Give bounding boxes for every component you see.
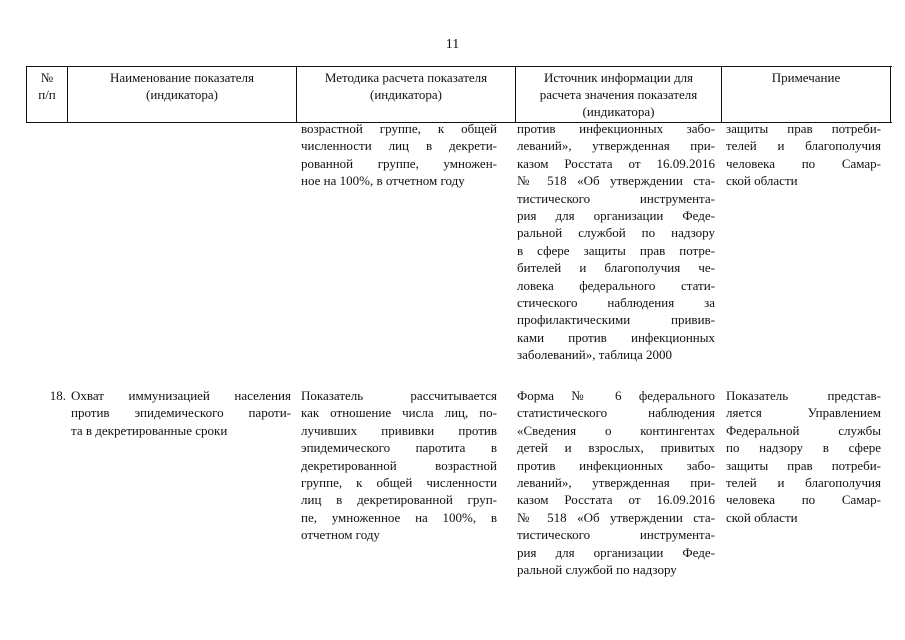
header-line: (индикатора): [146, 87, 218, 102]
header-line: (индикатора): [370, 87, 442, 102]
continued-source-cell: [517, 120, 715, 364]
text-line: ральной службой по надзору: [517, 225, 715, 241]
indicator-name-cell: [71, 387, 291, 439]
text-line: против эпидемического пароти-: [71, 405, 291, 421]
text-line: Показатель представ-: [726, 388, 881, 403]
text-line: возрастной группе, к общей: [301, 121, 497, 136]
text-line: рия для организации Федe-: [517, 208, 715, 224]
header-line: Наименование показателя: [109, 70, 255, 85]
text-line: против инфекционных забо-: [517, 121, 715, 136]
continued-note-cell: [726, 120, 881, 190]
source-cell: [517, 387, 715, 578]
text-line: № 518 «Об утверждении ста-: [517, 509, 715, 525]
text-line: пе, умноженное на 100%, в: [301, 509, 497, 525]
header-line: расчета значения показателя: [539, 87, 698, 102]
row-number: 18.: [49, 388, 66, 403]
text-line: численности лиц в декрети-: [301, 138, 497, 154]
table-header: [26, 66, 892, 123]
text-line: как отношение числа лиц, по-: [301, 405, 497, 421]
text-line: леваний», утвержденная при-: [517, 475, 715, 491]
text-line: Федеральной службы: [726, 422, 881, 438]
text-line: стического наблюдения за: [517, 295, 715, 311]
text-line: тистического инструмента-: [517, 527, 715, 543]
text-line: Охват иммунизацией населения: [71, 388, 291, 403]
text-line: против инфекционных забо-: [517, 457, 715, 473]
text-line: рия для организации Федe-: [517, 544, 715, 560]
text-line: лиц в декретированной груп-: [301, 492, 497, 508]
text-line: детей и взрослых, привитых: [517, 440, 715, 456]
header-source-column: [516, 69, 721, 120]
text-line: отчетном году: [301, 527, 380, 543]
text-line: эпидемического паротита в: [301, 440, 497, 456]
text-line: Форма № 6 федерального: [517, 388, 715, 403]
header-line: №: [40, 70, 54, 85]
header-method-column: [297, 69, 515, 103]
page-number: 11: [445, 37, 460, 52]
text-line: декретированной возрастной: [301, 457, 497, 473]
header-line: п/п: [38, 87, 56, 102]
text-line: казом Росстата от 16.09.2016: [517, 155, 715, 171]
text-line: телей и благополучия: [726, 138, 881, 154]
text-line: бителей и благополучия че-: [517, 260, 715, 276]
text-line: казом Росстата от 16.09.2016: [517, 492, 715, 508]
note-cell: [726, 387, 881, 526]
text-line: № 518 «Об утверждении ста-: [517, 173, 715, 189]
text-line: рованной группе, умножен-: [301, 155, 497, 171]
header-name-column: [68, 69, 296, 103]
header-line: Источник информации для: [543, 70, 694, 85]
text-line: ками против инфекционных: [517, 329, 715, 345]
text-line: человека по Самар-: [726, 492, 881, 508]
header-line: (индикатора): [582, 104, 655, 119]
text-line: человека по Самар-: [726, 155, 881, 171]
text-line: ловека федерального стати-: [517, 277, 715, 293]
text-line: ской области: [726, 173, 798, 189]
header-line: Примечание: [771, 70, 841, 85]
text-line: Показатель рассчитывается: [301, 388, 497, 403]
text-line: «Сведения о контингентах: [517, 422, 715, 438]
text-line: по надзору в сфере: [726, 440, 881, 456]
header-note-column: [722, 69, 890, 86]
text-line: та в декретированные сроки: [71, 422, 228, 438]
text-line: заболеваний», таблица 2000: [517, 347, 673, 363]
header-number-column: [27, 69, 67, 103]
text-line: статистического наблюдения: [517, 405, 715, 421]
text-line: тистического инструмента-: [517, 190, 715, 206]
text-line: ное на 100%, в отчетном году: [301, 173, 465, 189]
text-line: телей и благополучия: [726, 475, 881, 491]
method-cell: [301, 387, 497, 544]
text-line: ляется Управлением: [726, 405, 881, 421]
text-line: лучивших прививки против: [301, 422, 497, 438]
text-line: ской области: [726, 509, 798, 525]
text-line: ральной службой по надзору: [517, 562, 677, 578]
header-line: Методика расчета показателя: [324, 70, 488, 85]
text-line: леваний», утвержденная при-: [517, 138, 715, 154]
continued-method-cell: [301, 120, 497, 190]
text-line: защиты прав потреби-: [726, 457, 881, 473]
text-line: защиты прав потреби-: [726, 121, 881, 136]
table-border-right: [890, 67, 891, 122]
text-line: группе, к общей численности: [301, 475, 497, 491]
text-line: в сфере защиты прав потре-: [517, 242, 715, 258]
text-line: профилактическими привив-: [517, 312, 715, 328]
